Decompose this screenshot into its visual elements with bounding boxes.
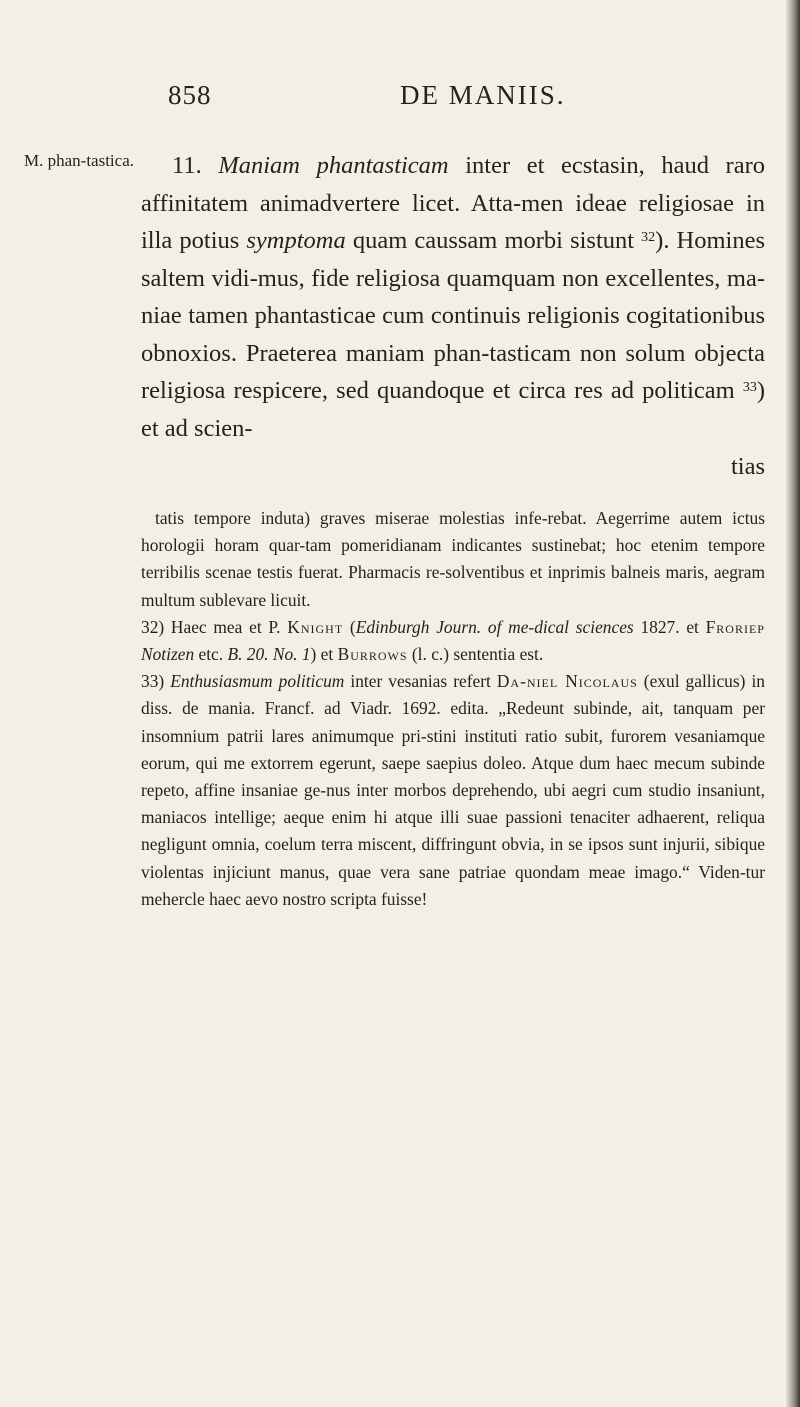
text-run: (	[343, 616, 356, 637]
text-run: quam caussam morbi sistunt	[345, 227, 642, 254]
catchword: tias	[730, 453, 765, 480]
footnote-32	[141, 614, 765, 668]
text-run: ). Homines saltem vidi-mus, fide religiosa quamquam non excellentes, ma-niae tamen phantasticae cum continuis religionis cogitationibus obnoxios. Praeterea maniam phan-tasticam non solum objecta religiosa respicere, sed quandoque et circa res ad politicam	[141, 227, 765, 404]
journal-title: Edinburgh Journ. of me-dical sciences	[355, 616, 634, 637]
text-run: ) et	[310, 644, 338, 665]
margin-note: M. phan-tastica.	[24, 151, 134, 170]
lead-term: Maniam phantasticam	[218, 152, 449, 179]
page-edge-shadow	[786, 0, 800, 1407]
text-run: inter vesanias refert	[344, 671, 497, 692]
author-name: Knight	[287, 616, 344, 637]
emphasis-term: Enthusiasmum politicum	[170, 671, 345, 692]
footnote-ref-32: 32	[641, 230, 656, 245]
text-run: ) et ad scien-	[141, 377, 765, 442]
author-name: Da-niel Nicolaus	[496, 671, 638, 692]
running-title: DE MANIIS.	[400, 80, 566, 110]
text-run: inter et ecstasin, haud raro affinitatem animadvertere licet. Atta-men ideae religiosae in illa potius	[141, 152, 765, 254]
main-paragraph	[141, 147, 765, 486]
journal-title: Notizen	[141, 644, 195, 665]
volume-ref: B. 20. No. 1	[227, 644, 311, 665]
footnote-33	[141, 668, 765, 913]
text-run: (l. c.) sententia est.	[407, 644, 544, 665]
text-run: etc.	[194, 644, 228, 665]
text-run: 33)	[141, 671, 171, 692]
footnote-continuation: tatis tempore induta) graves miserae molestias infe-rebat. Aegerrime autem ictus horologii horam quar-tam pomeridianam indicantes sustinebat; hoc etenim tempore terribilis scenae testis fuerat. Pharmacis re-solventibus et inprimis balneis maris, aegram multum sublevare licuit.	[141, 508, 765, 610]
page-number: 858	[168, 80, 212, 110]
footnote-ref-33: 33	[742, 380, 757, 395]
text-run: 32) Haec mea et P.	[141, 616, 288, 637]
section-number: 11.	[172, 152, 202, 179]
emphasis-term: symptoma	[246, 227, 346, 254]
author-name: Froriep	[705, 616, 765, 637]
running-head	[0, 80, 800, 120]
author-name: Burrows	[337, 644, 408, 665]
text-run: 1827. et	[633, 616, 706, 637]
section-11-text	[141, 147, 765, 447]
footnotes	[141, 505, 765, 913]
text-run: (exul gallicus) in diss. de mania. Francf. ad Viadr. 1692. edita. „Redeunt subinde, ait, tanquam per insomnium patrii lares animumque pri-stini instituti ratio subit, furorem vesaniamque eorum, qui me extorrem egerunt, saepe saepius doleo. Atque dum haec mecum subinde repeto, affine insaniae ge-nus inter morbos deprehendo, ubi aegri cum studio insaniunt, maniacos intellige; aeque enim hi atque illi suae passioni tenaciter adhaerent, reliqua negligunt omnia, coelum terra miscent, diffringunt obvia, in se ipsos sunt injurii, sibique violentas injiciunt manus, quae vera sane patriae quondam meae imago.“ Viden-tur mehercle haec aevo nostro scripta fuisse!	[141, 671, 765, 909]
